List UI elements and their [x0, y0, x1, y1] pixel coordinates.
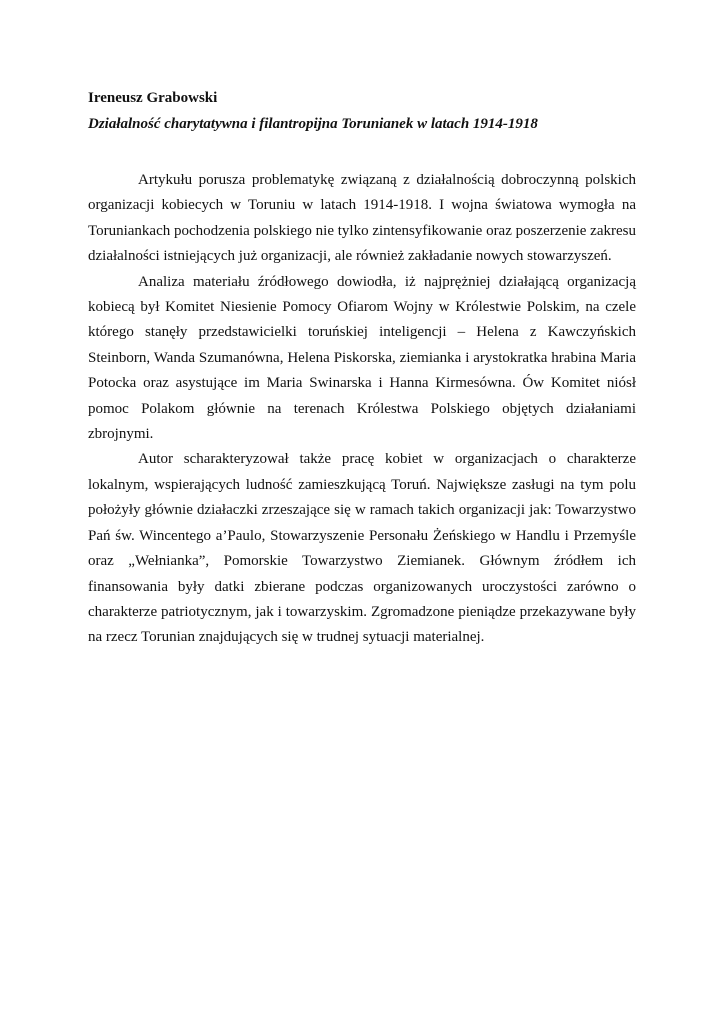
paragraph-3: Autor scharakteryzował także pracę kobiet w organizacjach o charakterze lokalnym, wspierających ludność zamieszkującą Toruń. Największe zasługi na tym polu położyły głównie działaczki zrzeszające się w ramach takich organizacji jak: Towarzystwo Pań św. Wincentego a’Paulo, Stowarzyszenie Personału Żeńskiego w Handlu i Przemyśle oraz „Wełnianka”, Pomorskie Towarzystwo Ziemianek. Głównym źródłem ich finansowania były datki zbierane podczas organizowanych uroczystości zarówno o charakterze patriotycznym, jak i towarzyskim. Zgromadzone pieniądze przekazywane były na rzecz Torunian znajdujących się w trudnej sytuacji materialnej.	[88, 451, 636, 646]
article-title: Działalność charytatywna i filantropijna Torunianek w latach 1914-1918	[88, 116, 538, 132]
document-content	[88, 85, 636, 651]
paragraph-1: Artykułu porusza problematykę związaną z działalnością dobroczynną polskich organizacji kobiecych w Toruniu w latach 1914-1918. I wojna światowa wymogła na Toruniankach pochodzenia polskiego nie tylko zintensyfikowanie oraz poszerzenie zakresu działalności istniejących już organizacji, ale również zakładanie nowych stowarzyszeń.	[88, 172, 636, 265]
author-name: Ireneusz Grabowski	[88, 90, 218, 106]
paragraph-2: Analiza materiału źródłowego dowiodła, iż najprężniej działającą organizacją kobiecą był Komitet Niesienie Pomocy Ofiarom Wojny w Królestwie Polskim, na czele którego stanęły przedstawicielki toruńskiej inteligencji – Helena z Kawczyńskich Steinborn, Wanda Szumanówna, Helena Piskorska, ziemianka i arystokratka hrabina Maria Potocka oraz asystujące im Maria Swinarska i Hanna Kirmesówna. Ów Komitet niósł pomoc Polakom głównie na terenach Królestwa Polskiego objętych działaniami zbrojnymi.	[88, 273, 636, 443]
abstract-body	[88, 168, 636, 651]
